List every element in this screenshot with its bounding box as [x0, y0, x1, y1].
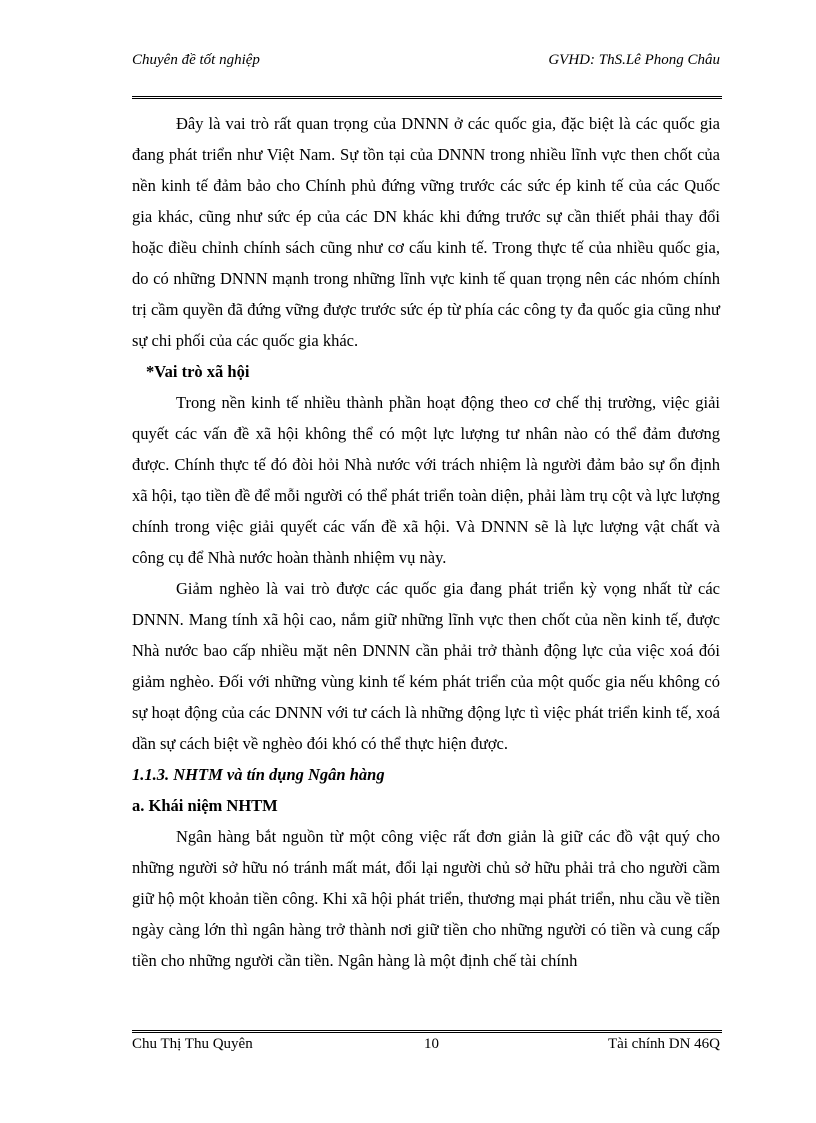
- header-document-title: Chuyên đề tốt nghiệp: [132, 52, 260, 68]
- page-footer: [132, 1036, 720, 1058]
- footer-class: Tài chính DN 46Q: [607, 1036, 720, 1052]
- subsection-heading: a. Khái niệm NHTM: [132, 796, 278, 815]
- page-number: 10: [424, 1036, 439, 1052]
- footer-divider: [132, 1030, 722, 1033]
- heading-social-role: *Vai trò xã hội: [146, 362, 250, 381]
- footer-author: Chu Thị Thu Quyên: [132, 1036, 253, 1052]
- header-supervisor: GVHD: ThS.Lê Phong Châu: [548, 52, 720, 68]
- paragraph-poverty-reduction: Giảm nghèo là vai trò được các quốc gia đang phát triển kỳ vọng nhất từ các DNNN. Mang tính xã hội cao, nắm giữ những lĩnh vực then chốt của nền kinh tế, được Nhà nước bao cấp nhiều mặt nên DNNN cần phải trở thành động lực của việc xoá đói giảm nghèo. Đối với những vùng kinh tế kém phát triển của một quốc gia nếu không có sự hoạt động của các DNNN với tư cách là những động lực tì việc phát triển kinh tế, xoá dần sự cách biệt về nghèo đói khó có thể thực hiện được.: [132, 579, 720, 753]
- header-divider: [132, 96, 722, 99]
- page-header: [132, 52, 720, 74]
- paragraph-economic-role: Đây là vai trò rất quan trọng của DNNN ở các quốc gia, đặc biệt là các quốc gia đang phát triển như Việt Nam. Sự tồn tại của DNNN trong nhiều lĩnh vực then chốt của nền kinh tế đảm bảo cho Chính phủ đứng vững trước các sức ép kinh tế của các Quốc gia khác, cũng như sức ép của các DN khác khi đứng trước sự cần thiết phải thay đổi hoặc điều chỉnh chính sách cũng như cơ cấu kinh tế. Trong thực tế của nhiều quốc gia, do có những DNNN mạnh trong những lĩnh vực kinh tế quan trọng nên các nhóm chính trị cầm quyền đã đứng vững được trước sức ép từ phía các công ty đa quốc gia cũng như sự chi phối của các quốc gia khác.: [132, 114, 720, 350]
- paragraph-bank-concept: Ngân hàng bắt nguồn từ một công việc rất đơn giản là giữ các đồ vật quý cho những người sở hữu nó tránh mất mát, đổi lại người chủ sở hữu phải trả cho người cầm giữ hộ một khoản tiền công. Khi xã hội phát triển, thương mại phát triển, nhu cầu về tiền ngày càng lớn thì ngân hàng trở thành nơi giữ tiền cho những người có tiền và cung cấp tiền cho những người cần tiền. Ngân hàng là một định chế tài chính: [132, 827, 720, 970]
- section-heading: 1.1.3. NHTM và tín dụng Ngân hàng: [132, 765, 385, 784]
- page-content: [132, 108, 720, 976]
- paragraph-social-role: Trong nền kinh tế nhiều thành phần hoạt động theo cơ chế thị trường, việc giải quyết các vấn đề xã hội không thể có một lực lượng tư nhân nào có thể đảm đương được. Chính thực tế đó đòi hỏi Nhà nước với trách nhiệm là người đảm bảo sự ổn định xã hội, tạo tiền đề để mỗi người có thể phát triển toàn diện, phải làm trụ cột và lực lượng chính trong việc giải quyết các vấn đề xã hội. Và DNNN sẽ là lực lượng vật chất và công cụ để Nhà nước hoàn thành nhiệm vụ này.: [132, 393, 720, 567]
